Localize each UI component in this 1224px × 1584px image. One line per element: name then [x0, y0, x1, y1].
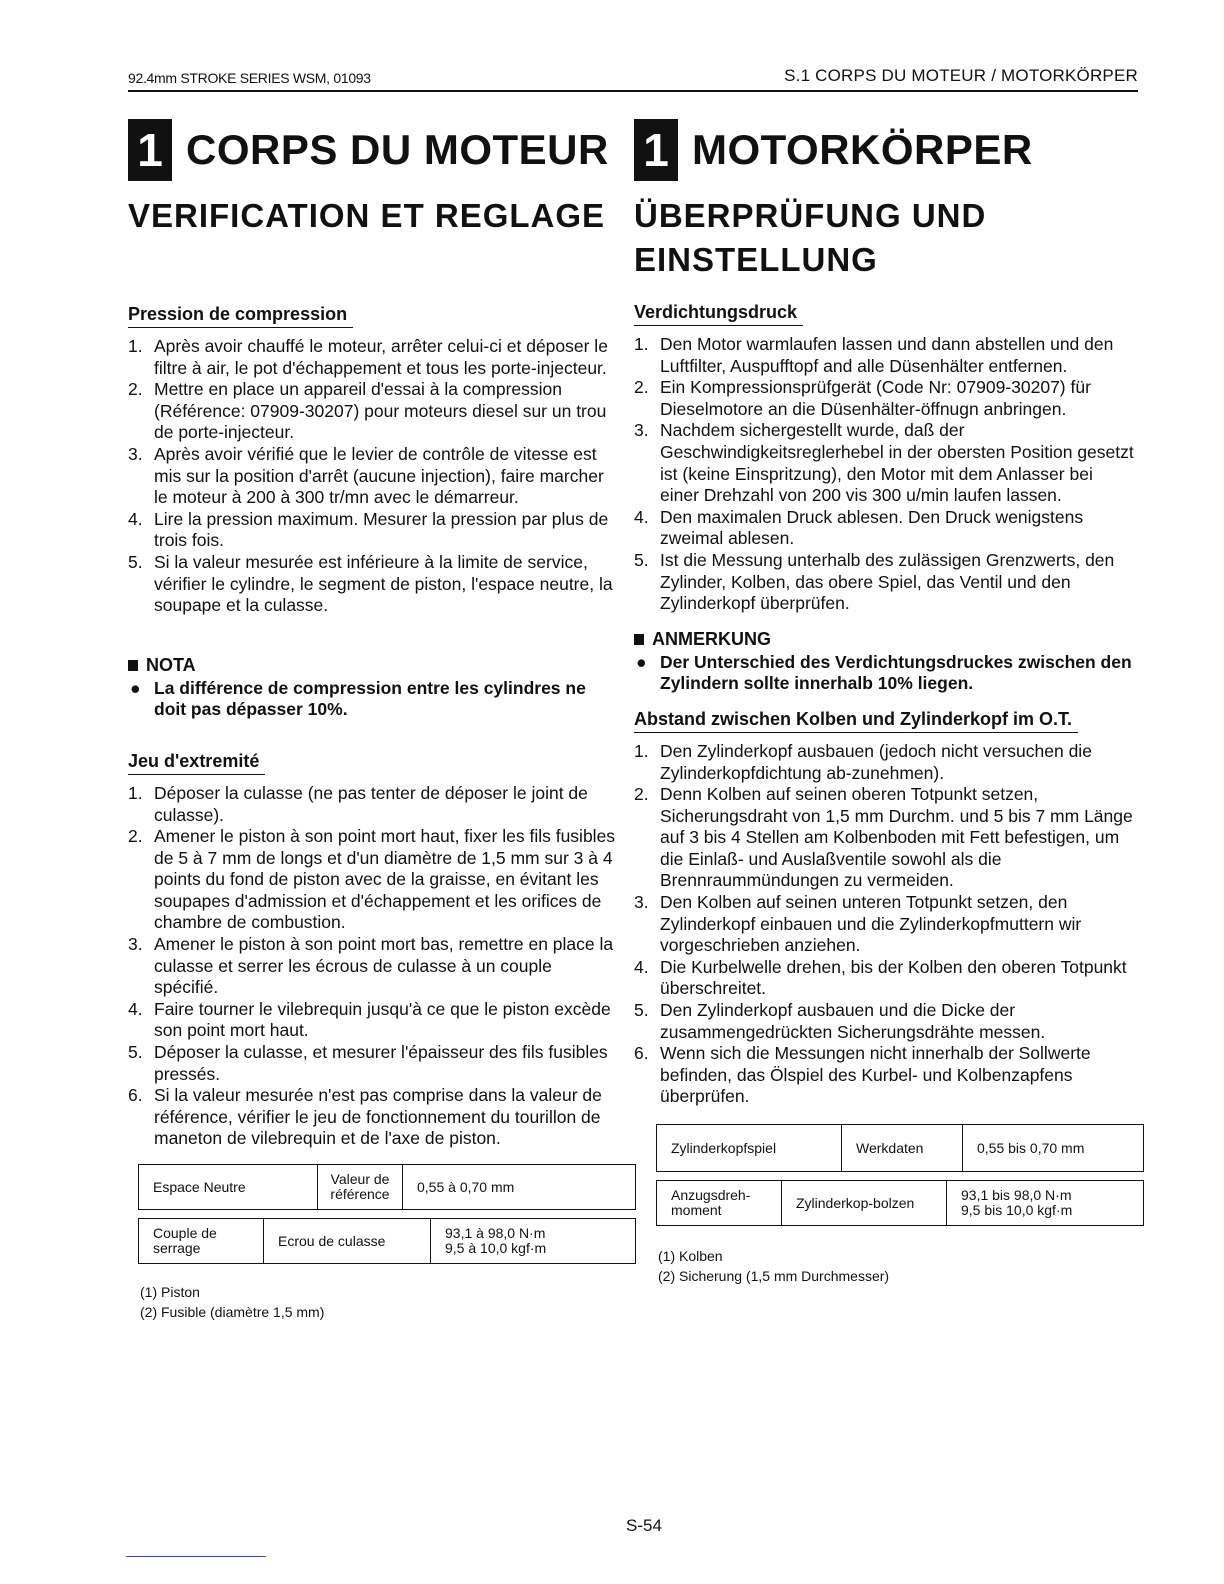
german-jeu-steps [634, 741, 1136, 1108]
anmerkung-heading: ANMERKUNG [652, 628, 771, 649]
french-title-row [128, 118, 618, 182]
list-item: 4. Den maximalen Druck ablesen. Den Druck wenigstens zweimal ablesen. [634, 506, 1084, 549]
french-spec-table-torque: Couple de serrage Ecrou de culasse 93,1 à 98,0 N·m 9,5 à 10,0 kgf·m [138, 1218, 636, 1264]
list-item: 6. Wenn sich die Messungen nicht innerhalb der Sollwerte befinden, das Ölspiel des Kurbel- und Kolbenzapfens überprüfen. [634, 1043, 1091, 1107]
french-compression-heading: Pression de compression [128, 304, 353, 328]
list-item: 6. Si la valeur mesurée n'est pas comprise dans la valeur de référence, vérifier le jeu de fonctionnement du tourillon de maneton de vilebrequin et de l'axe de piston. [128, 1085, 602, 1149]
german-jeu-heading: Abstand zwischen Kolben und Zylinderkopf im O.T. [634, 709, 1078, 733]
anmerkung-text: Der Unterschied des Verdichtungsdruckes zwischen den Zylindern sollte innerhalb 10% liegen. [660, 651, 1132, 694]
square-bullet-icon [128, 660, 138, 671]
german-legend: (1) Kolben (2) Sicherung (1,5 mm Durchmesser) [658, 1248, 890, 1284]
section-number-box: 1 [128, 119, 172, 181]
german-anmerkung [634, 629, 1136, 695]
list-item: 3. Nachdem sichergestellt wurde, daß der Geschwindigkeitsreglerhebel in der obersten Position gesetzt ist (keine Einspritzung), den Motor mit dem Anlasser bei einer Drehzahl von 200 vis 300 u/min laufen lassen. [634, 420, 1134, 506]
page-number: S-54 [626, 1516, 662, 1535]
list-item: 5. Den Zylinderkopf ausbauen und die Dicke der zusammengedrückten Sicherungsdrähte messen. [634, 1000, 1046, 1042]
list-item: 3. Den Kolben auf seinen unteren Totpunkt setzen, den Zylinderkopf einbauen und die Zylinderkopfmuttern wir vorgeschrieben anziehen. [634, 892, 1082, 956]
list-item: 1. Déposer la culasse (ne pas tenter de déposer le joint de culasse). [128, 782, 588, 825]
german-subtitle: ÜBERPRÜFUNG UND EINSTELLUNG [634, 197, 987, 278]
list-item: 2. Ein Kompressionsprüfgerät (Code Nr: 07909-30207) für Dieselmotore an die Düsenhälter-öffnugn anbringen. [634, 377, 1091, 419]
french-subtitle: VERIFICATION ET REGLAGE [128, 197, 606, 234]
list-item: 5. Si la valeur mesurée est inférieure à la limite de service, vérifier le cylindre, le segment de piston, l'espace neutre, la soupape et la culasse. [128, 551, 613, 616]
list-item: 3. Amener le piston à son point mort bas, remettre en place la culasse et serrer les écrous de culasse à un couple spécifié. [128, 934, 614, 998]
french-legend: (1) Piston (2) Fusible (diamètre 1,5 mm) [140, 1284, 325, 1320]
german-spec-table-torque: Anzugsdreh-moment Zylinderkop-bolzen 93,1 bis 98,0 N·m 9,5 bis 10,0 kgf·m [656, 1180, 1144, 1226]
german-title: MOTORKÖRPER [692, 126, 1033, 173]
french-column [128, 118, 618, 1322]
french-title: CORPS DU MOTEUR [186, 126, 609, 173]
french-jeu-heading: Jeu d'extremité [128, 751, 265, 775]
german-spec-table-clearance: Zylinderkopfspiel Werkdaten 0,55 bis 0,70 mm [656, 1124, 1144, 1172]
list-item: 4. Faire tourner le vilebrequin jusqu'à ce que le piston excède son point mort haut. [128, 998, 611, 1041]
list-item: 5. Déposer la culasse, et mesurer l'épaisseur des fils fusibles pressés. [128, 1042, 608, 1084]
bottom-divider [126, 1556, 266, 1557]
list-item: 3. Après avoir vérifié que le levier de contrôle de vitesse est mis sur la position d'arrêt (aucune injection), faire marcher le moteur à 200 à 300 tr/mn avec le démarreur. [128, 443, 604, 508]
german-compression-heading: Verdichtungsdruck [634, 302, 803, 326]
list-item: 2. Denn Kolben auf seinen oberen Totpunkt setzen, Sicherungsdraht von 1,5 mm Durchm. und 5 bis 7 mm Länge auf 3 bis 4 Stellen am Kolbenboden mit Fett befestigen, um die Einlaß- und Auslaßventile sowohl als die Brennraummündungen zu vermeiden. [634, 784, 1133, 891]
french-compression-steps [128, 336, 618, 617]
header-manual-reference: 92.4mm STROKE SERIES WSM, 01093 [128, 70, 371, 86]
section-number-box: 1 [634, 119, 678, 181]
list-item: 5. Ist die Messung unterhalb des zulässigen Grenzwerts, den Zylinder, Kolben, das obere Spiel, das Ventil und den Zylinderkopf überprüfen. [634, 549, 1115, 614]
french-spec-table-clearance: Espace Neutre Valeur de référence 0,55 à 0,70 mm [138, 1164, 636, 1210]
bullet-icon: ● [636, 651, 647, 672]
french-jeu-steps [128, 783, 618, 1150]
list-item: 2. Mettre en place un appareil d'essai à la compression (Référence: 07909-30207) pour moteurs diesel sur un trou de porte-injecteur. [128, 379, 607, 443]
list-item: 4. Lire la pression maximum. Mesurer la pression par plus de trois fois. [128, 508, 609, 551]
german-title-row [634, 118, 1136, 182]
header-section-title: S.1 CORPS DU MOTEUR / MOTORKÖRPER [784, 66, 1138, 85]
french-nota [128, 655, 618, 721]
nota-heading: NOTA [146, 654, 196, 675]
list-item: 1. Après avoir chauffé le moteur, arrêter celui-ci et déposer le filtre à air, le pot d'échappement et tous les porte-injecteur. [128, 336, 608, 378]
german-column [634, 118, 1136, 1286]
page-header [128, 64, 1138, 92]
list-item: 2. Amener le piston à son point mort haut, fixer les fils fusibles de 5 à 7 mm de longs et d'un diamètre de 1,5 mm sur 3 à 4 points du fond de piston avec de la graisse, en évitant les soupapes d'admission et d'échappement et les orifices de chambre de combustion. [128, 826, 616, 933]
german-compression-steps [634, 334, 1136, 615]
list-item: 4. Die Kurbelwelle drehen, bis der Kolben den oberen Totpunkt überschreitet. [634, 956, 1127, 999]
bullet-icon: ● [130, 677, 141, 698]
list-item: 1. Den Motor warmlaufen lassen und dann abstellen und den Luftfilter, Auspufftopf and alle Düsenhälter entfernen. [634, 334, 1114, 376]
square-bullet-icon [634, 634, 644, 645]
list-item: 1. Den Zylinderkopf ausbauen (jedoch nicht versuchen die Zylinderkopfdichtung ab-zunehmen). [634, 740, 1092, 783]
nota-text: La différence de compression entre les cylindres ne doit pas dépasser 10%. [154, 677, 586, 720]
